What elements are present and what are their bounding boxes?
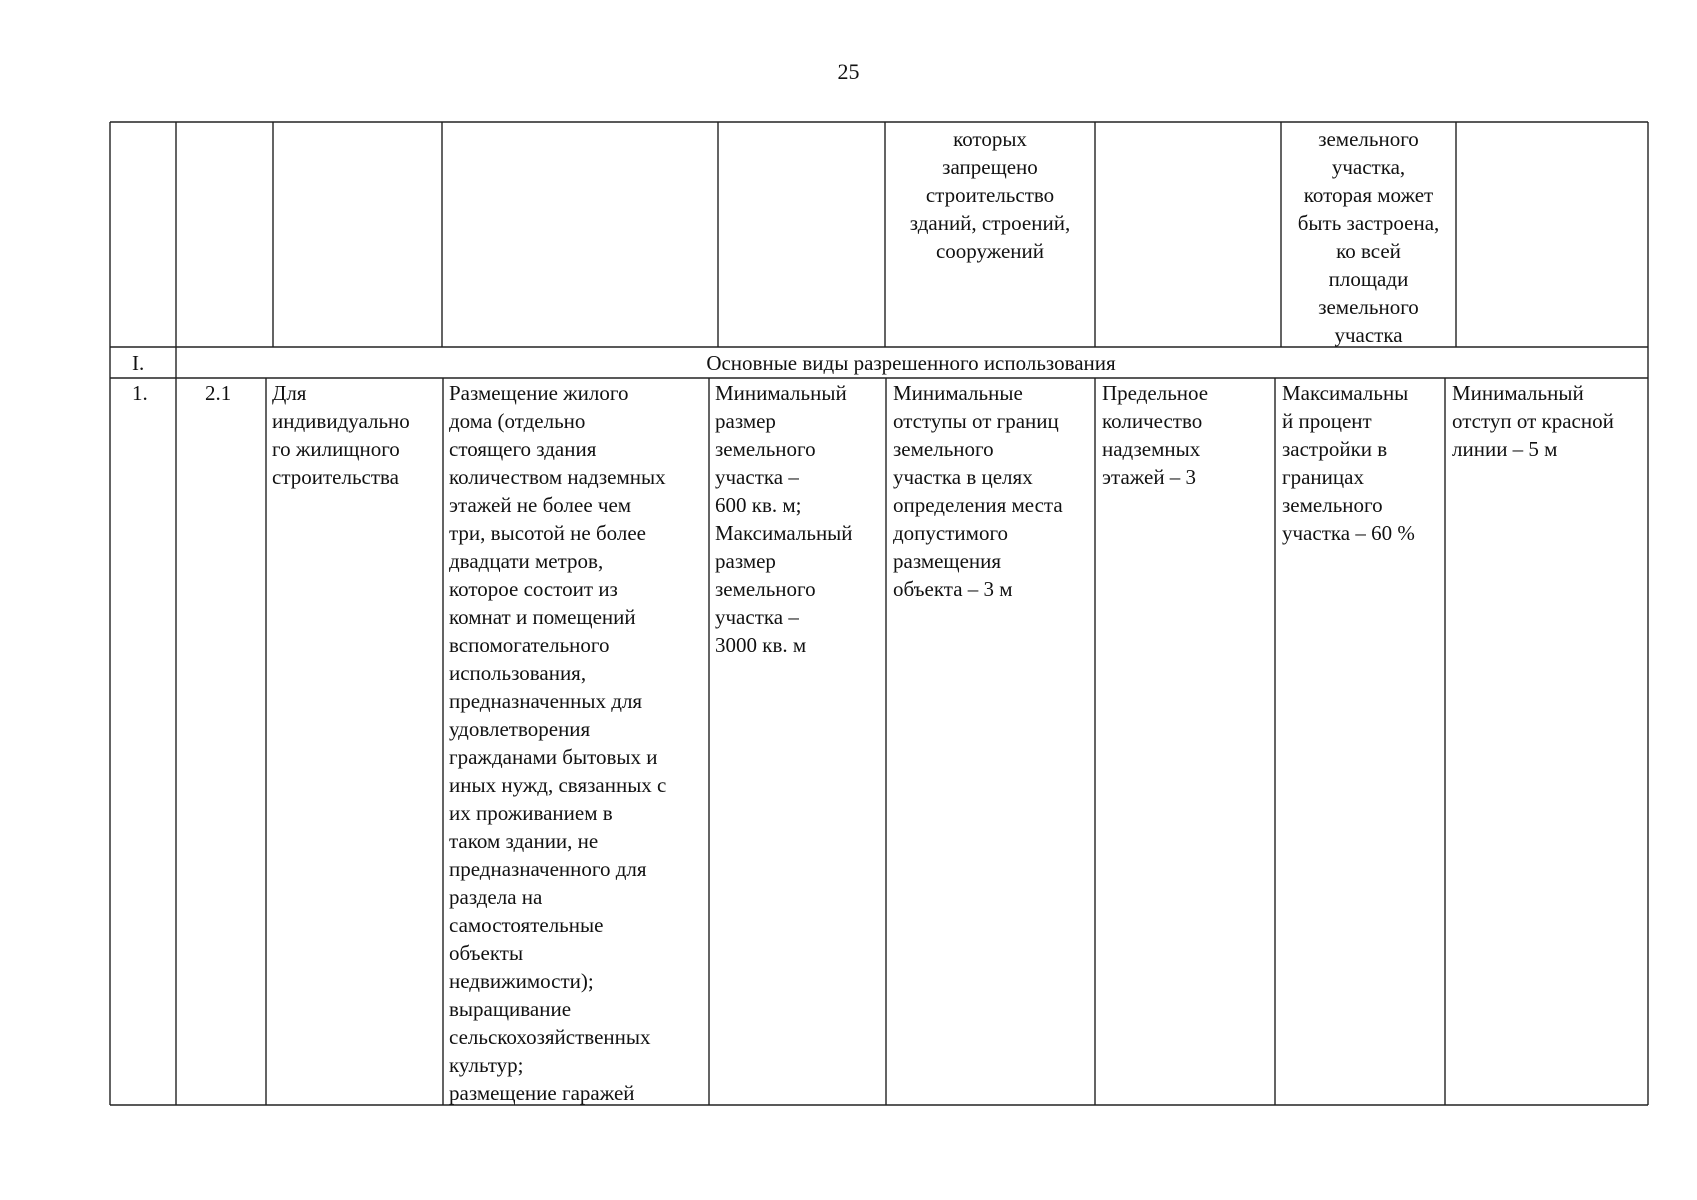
row-use-name: Для индивидуально го жилищного строительства bbox=[272, 381, 410, 489]
row-number: 1. bbox=[132, 381, 148, 405]
row-floors: Предельное количество надземных этажей – 3 bbox=[1102, 381, 1209, 489]
row-use-description: Размещение жилого дома (отдельно стоящего здания количеством надземных этажей не более чем три, высотой не более двадцати метров, которое состоит из комнат и помещений вспомогательного использования, предназначенных для удовлетворения гражданами бытовых и иных нужд, связанных с их проживанием в таком здании, не предназначенного для раздела на самостоятельные объекты недвижимости); выращивание сельскохозяйственных культур; размещение гаражей bbox=[449, 381, 667, 1105]
row-coverage: Максимальны й процент застройки в границах земельного участка – 60 % bbox=[1282, 381, 1415, 545]
row-red-line: Минимальный отступ от красной линии – 5 м bbox=[1452, 381, 1614, 461]
row-code: 2.1 bbox=[205, 381, 232, 405]
section-number: I. bbox=[132, 351, 145, 375]
continuation-cell-coverage: земельного участка, которая может быть застроена, ко всей площади земельного участка bbox=[1297, 127, 1440, 347]
row-plot-size: Минимальный размер земельного участка – 600 кв. м; Максимальный размер земельного участка – 3000 кв. м bbox=[715, 381, 853, 657]
continuation-cell-restricted-zones: которых запрещено строительство зданий, строений, сооружений bbox=[909, 127, 1071, 263]
row-setbacks: Минимальные отступы от границ земельного участка в целях определения места допустимого размещения объекта – 3 м bbox=[893, 381, 1063, 601]
section-title: Основные виды разрешенного использования bbox=[706, 351, 1116, 375]
page-number: 25 bbox=[837, 59, 860, 84]
